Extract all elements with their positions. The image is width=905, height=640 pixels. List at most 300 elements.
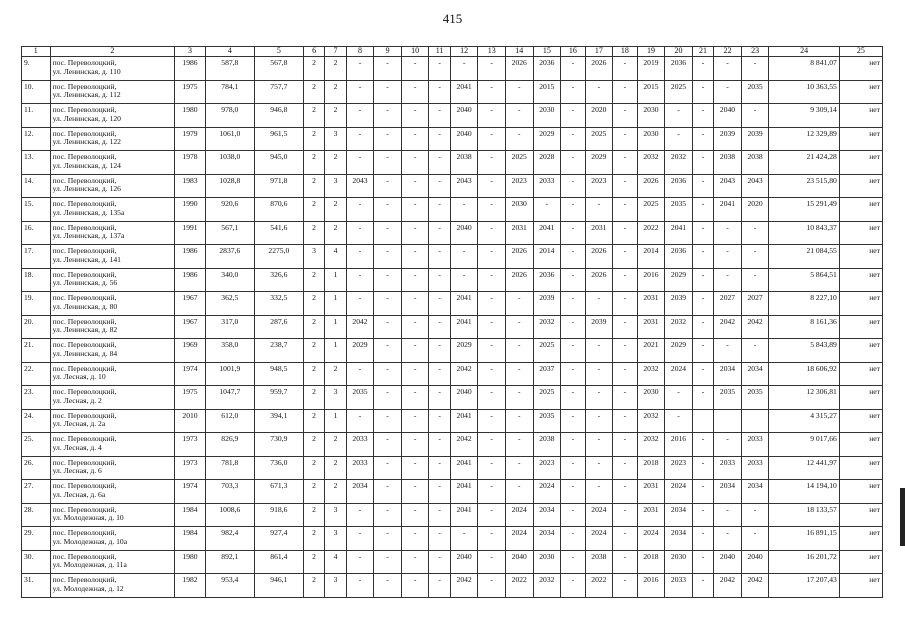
table-row: [22, 386, 883, 410]
cell-col-22: -: [714, 433, 742, 457]
cell-col-7: 1: [325, 268, 346, 292]
cell-col-3: 1974: [175, 362, 206, 386]
cell-col-23: 2033: [741, 433, 769, 457]
cell-col-4: 2837,6: [205, 245, 254, 269]
column-header: 24: [769, 47, 839, 57]
cell-col-13: -: [478, 456, 506, 480]
cell-col-21: -: [692, 245, 713, 269]
cell-col-11: -: [429, 57, 450, 81]
cell-col-13: -: [478, 104, 506, 128]
cell-col-13: -: [478, 151, 506, 175]
cell-col-5: 326,6: [254, 268, 303, 292]
address-line: ул. Ленинская, д. 141: [52, 254, 121, 264]
cell-col-11: -: [429, 221, 450, 245]
cell-col-10: -: [401, 574, 429, 598]
cell-col-4: 1001,9: [205, 362, 254, 386]
cell-col-19: 2016: [637, 574, 665, 598]
table-row: [22, 151, 883, 175]
cell-col-3: 1973: [175, 456, 206, 480]
table-row: [22, 315, 883, 339]
cell-col-16: -: [561, 503, 586, 527]
cell-col-11: -: [429, 503, 450, 527]
cell-col-17: 2031: [585, 221, 613, 245]
cell-col-18: -: [613, 57, 638, 81]
address-cell: [50, 409, 175, 433]
column-header: 4: [205, 47, 254, 57]
cell-col-8: 2042: [346, 315, 374, 339]
cell-col-18: -: [613, 245, 638, 269]
cell-col-5: 736,0: [254, 456, 303, 480]
address-line: пос. Переволоцкий,: [52, 222, 117, 232]
cell-col-20: 2024: [665, 362, 693, 386]
cell-col-8: -: [346, 574, 374, 598]
address-line: ул. Ленинская, д. 84: [52, 348, 118, 358]
cell-col-25: нет: [839, 245, 882, 269]
cell-col-19: 2030: [637, 386, 665, 410]
cell-col-23: 2042: [741, 574, 769, 598]
cell-col-10: -: [401, 527, 429, 551]
column-header: 20: [665, 47, 693, 57]
cell-col-20: 2035: [665, 198, 693, 222]
row-number: 16.: [22, 221, 51, 245]
cell-col-22: 2043: [714, 174, 742, 198]
cell-col-10: -: [401, 245, 429, 269]
address-line: ул. Молодежная, д. 11а: [52, 560, 127, 570]
cell-col-13: -: [478, 386, 506, 410]
cell-col-12: 2040: [450, 221, 478, 245]
cell-col-9: -: [374, 268, 402, 292]
cell-col-10: -: [401, 174, 429, 198]
cell-col-15: 2029: [533, 127, 561, 151]
address-line: ул. Лесная, д. 2: [52, 395, 102, 405]
column-header: 8: [346, 47, 374, 57]
address-line: ул. Молодежная, д. 10: [52, 513, 124, 523]
cell-col-19: 2031: [637, 292, 665, 316]
cell-col-17: -: [585, 292, 613, 316]
cell-col-4: 567,1: [205, 221, 254, 245]
address-cell: [50, 362, 175, 386]
cell-col-9: -: [374, 480, 402, 504]
cell-col-12: 2041: [450, 480, 478, 504]
cell-col-13: -: [478, 503, 506, 527]
cell-col-24: 16 891,15: [769, 527, 839, 551]
cell-col-24: 5 864,51: [769, 268, 839, 292]
table-row: [22, 433, 883, 457]
cell-col-6: 2: [303, 574, 324, 598]
cell-col-23: -: [741, 221, 769, 245]
cell-col-16: -: [561, 527, 586, 551]
cell-col-10: -: [401, 339, 429, 363]
cell-col-5: 861,4: [254, 550, 303, 574]
cell-col-20: 2029: [665, 339, 693, 363]
cell-col-17: -: [585, 433, 613, 457]
cell-col-8: -: [346, 198, 374, 222]
cell-col-24: 18 133,57: [769, 503, 839, 527]
address-line: ул. Ленинская, д. 120: [52, 113, 121, 123]
cell-col-12: 2042: [450, 574, 478, 598]
address-line: ул. Лесная, д. 10: [52, 372, 106, 382]
cell-col-18: -: [613, 550, 638, 574]
cell-col-10: -: [401, 480, 429, 504]
cell-col-22: -: [714, 245, 742, 269]
cell-col-21: -: [692, 433, 713, 457]
cell-col-15: 2028: [533, 151, 561, 175]
address-line: ул. Лесная, д. 4: [52, 442, 102, 452]
cell-col-4: 340,0: [205, 268, 254, 292]
address-line: ул. Ленинская, д. 135а: [52, 207, 125, 217]
cell-col-22: -: [714, 80, 742, 104]
cell-col-25: нет: [839, 550, 882, 574]
cell-col-14: -: [505, 386, 533, 410]
cell-col-10: -: [401, 198, 429, 222]
table-row: [22, 456, 883, 480]
cell-col-18: -: [613, 527, 638, 551]
cell-col-18: -: [613, 174, 638, 198]
cell-col-8: 2033: [346, 456, 374, 480]
address-line: ул. Ленинская, д. 122: [52, 137, 121, 147]
row-number: 27.: [22, 480, 51, 504]
cell-col-10: -: [401, 127, 429, 151]
cell-col-6: 2: [303, 480, 324, 504]
address-cell: [50, 198, 175, 222]
cell-col-12: 2042: [450, 362, 478, 386]
cell-col-14: -: [505, 339, 533, 363]
cell-col-16: -: [561, 57, 586, 81]
cell-col-16: -: [561, 221, 586, 245]
cell-col-8: 2043: [346, 174, 374, 198]
cell-col-3: 1967: [175, 292, 206, 316]
cell-col-17: -: [585, 386, 613, 410]
cell-col-16: -: [561, 174, 586, 198]
cell-col-24: 12 329,89: [769, 127, 839, 151]
cell-col-21: -: [692, 174, 713, 198]
cell-col-11: -: [429, 527, 450, 551]
cell-col-4: 953,4: [205, 574, 254, 598]
table-row: [22, 339, 883, 363]
cell-col-25: нет: [839, 433, 882, 457]
cell-col-20: 2041: [665, 221, 693, 245]
cell-col-14: 2026: [505, 268, 533, 292]
cell-col-17: -: [585, 362, 613, 386]
row-number: 22.: [22, 362, 51, 386]
address-line: пос. Переволоцкий,: [52, 504, 117, 514]
table-row: [22, 503, 883, 527]
column-header: 17: [585, 47, 613, 57]
cell-col-4: 892,1: [205, 550, 254, 574]
cell-col-19: 2026: [637, 174, 665, 198]
cell-col-24: 14 194,10: [769, 480, 839, 504]
cell-col-14: -: [505, 292, 533, 316]
cell-col-7: 1: [325, 315, 346, 339]
table-row: [22, 245, 883, 269]
cell-col-18: -: [613, 104, 638, 128]
cell-col-5: 757,7: [254, 80, 303, 104]
cell-col-18: -: [613, 198, 638, 222]
cell-col-16: -: [561, 127, 586, 151]
cell-col-9: -: [374, 104, 402, 128]
cell-col-18: -: [613, 292, 638, 316]
cell-col-21: -: [692, 104, 713, 128]
cell-col-22: 2042: [714, 315, 742, 339]
cell-col-12: -: [450, 268, 478, 292]
address-line: пос. Переволоцкий,: [52, 293, 117, 302]
cell-col-6: 2: [303, 80, 324, 104]
cell-col-3: 1986: [175, 245, 206, 269]
cell-col-13: -: [478, 550, 506, 574]
address-line: пос. Переволоцкий,: [52, 199, 117, 208]
cell-col-7: 3: [325, 127, 346, 151]
cell-col-9: -: [374, 151, 402, 175]
cell-col-3: 1967: [175, 315, 206, 339]
cell-col-6: 2: [303, 503, 324, 527]
cell-col-17: 2024: [585, 527, 613, 551]
cell-col-17: -: [585, 409, 613, 433]
cell-col-25: нет: [839, 268, 882, 292]
cell-col-22: 2039: [714, 127, 742, 151]
cell-col-8: -: [346, 292, 374, 316]
row-number: 10.: [22, 80, 51, 104]
cell-col-21: [692, 409, 713, 433]
cell-col-21: -: [692, 198, 713, 222]
cell-col-6: 2: [303, 221, 324, 245]
cell-col-20: -: [665, 409, 693, 433]
cell-col-19: 2018: [637, 456, 665, 480]
cell-col-25: нет: [839, 174, 882, 198]
cell-col-17: -: [585, 480, 613, 504]
cell-col-6: 2: [303, 292, 324, 316]
cell-col-25: нет: [839, 503, 882, 527]
row-number: 18.: [22, 268, 51, 292]
cell-col-11: -: [429, 104, 450, 128]
cell-col-25: нет: [839, 104, 882, 128]
cell-col-9: -: [374, 527, 402, 551]
cell-col-7: 2: [325, 104, 346, 128]
cell-col-11: -: [429, 315, 450, 339]
cell-col-15: 2025: [533, 386, 561, 410]
cell-col-3: 1990: [175, 198, 206, 222]
cell-col-20: 2039: [665, 292, 693, 316]
cell-col-5: 332,5: [254, 292, 303, 316]
cell-col-16: -: [561, 104, 586, 128]
cell-col-15: 2030: [533, 550, 561, 574]
cell-col-15: 2024: [533, 480, 561, 504]
cell-col-25: нет: [839, 80, 882, 104]
cell-col-21: -: [692, 480, 713, 504]
cell-col-16: -: [561, 550, 586, 574]
cell-col-20: 2024: [665, 480, 693, 504]
cell-col-22: 2041: [714, 198, 742, 222]
cell-col-25: нет: [839, 221, 882, 245]
cell-col-16: -: [561, 339, 586, 363]
table-row: [22, 221, 883, 245]
cell-col-9: -: [374, 409, 402, 433]
row-number: 21.: [22, 339, 51, 363]
cell-col-25: нет: [839, 339, 882, 363]
cell-col-12: 2041: [450, 80, 478, 104]
cell-col-5: 971,8: [254, 174, 303, 198]
cell-col-7: 2: [325, 221, 346, 245]
cell-col-10: -: [401, 456, 429, 480]
cell-col-15: 2037: [533, 362, 561, 386]
cell-col-16: -: [561, 198, 586, 222]
cell-col-14: -: [505, 409, 533, 433]
cell-col-20: 2034: [665, 527, 693, 551]
cell-col-24: 15 291,49: [769, 198, 839, 222]
cell-col-22: 2035: [714, 386, 742, 410]
column-header: 21: [692, 47, 713, 57]
cell-col-6: 2: [303, 456, 324, 480]
cell-col-13: -: [478, 292, 506, 316]
cell-col-13: -: [478, 221, 506, 245]
row-number: 11.: [22, 104, 51, 128]
cell-col-7: 2: [325, 151, 346, 175]
address-cell: [50, 245, 175, 269]
cell-col-15: 2032: [533, 315, 561, 339]
column-header: 13: [478, 47, 506, 57]
cell-col-10: -: [401, 550, 429, 574]
cell-col-13: -: [478, 315, 506, 339]
cell-col-17: 2025: [585, 127, 613, 151]
cell-col-15: 2033: [533, 174, 561, 198]
cell-col-15: 2015: [533, 80, 561, 104]
address-line: пос. Переволоцкий,: [52, 575, 117, 584]
cell-col-5: 567,8: [254, 57, 303, 81]
cell-col-19: 2031: [637, 315, 665, 339]
address-cell: [50, 339, 175, 363]
cell-col-8: -: [346, 503, 374, 527]
cell-col-15: 2036: [533, 268, 561, 292]
cell-col-23: 2020: [741, 198, 769, 222]
cell-col-14: -: [505, 480, 533, 504]
table-row: [22, 268, 883, 292]
cell-col-15: 2034: [533, 527, 561, 551]
cell-col-9: -: [374, 80, 402, 104]
cell-col-20: 2034: [665, 503, 693, 527]
cell-col-14: -: [505, 433, 533, 457]
column-header: 18: [613, 47, 638, 57]
cell-col-8: -: [346, 80, 374, 104]
cell-col-9: -: [374, 456, 402, 480]
cell-col-25: нет: [839, 315, 882, 339]
cell-col-18: -: [613, 151, 638, 175]
address-line: пос. Переволоцкий,: [52, 551, 117, 561]
cell-col-13: -: [478, 57, 506, 81]
cell-col-11: -: [429, 409, 450, 433]
cell-col-19: 2021: [637, 339, 665, 363]
cell-col-6: 2: [303, 198, 324, 222]
cell-col-9: -: [374, 362, 402, 386]
cell-col-14: 2026: [505, 57, 533, 81]
address-line: пос. Переволоцкий,: [52, 340, 117, 349]
address-line: ул. Ленинская, д. 112: [52, 90, 121, 100]
cell-col-8: -: [346, 127, 374, 151]
cell-col-14: -: [505, 362, 533, 386]
cell-col-25: нет: [839, 480, 882, 504]
cell-col-14: 2024: [505, 527, 533, 551]
cell-col-5: 959,7: [254, 386, 303, 410]
column-header: 2: [50, 47, 175, 57]
cell-col-12: 2040: [450, 386, 478, 410]
cell-col-12: 2040: [450, 550, 478, 574]
address-cell: [50, 574, 175, 598]
cell-col-6: 2: [303, 527, 324, 551]
cell-col-17: 2022: [585, 574, 613, 598]
cell-col-3: 1979: [175, 127, 206, 151]
cell-col-4: 826,9: [205, 433, 254, 457]
cell-col-24: 9 309,14: [769, 104, 839, 128]
cell-col-23: 2039: [741, 127, 769, 151]
table-row: [22, 104, 883, 128]
row-number: 17.: [22, 245, 51, 269]
cell-col-13: -: [478, 80, 506, 104]
column-header: 10: [401, 47, 429, 57]
cell-col-6: 2: [303, 127, 324, 151]
cell-col-20: -: [665, 386, 693, 410]
cell-col-21: -: [692, 127, 713, 151]
table-row: [22, 409, 883, 433]
cell-col-7: 4: [325, 245, 346, 269]
cell-col-23: 2034: [741, 480, 769, 504]
cell-col-9: -: [374, 245, 402, 269]
cell-col-6: 2: [303, 433, 324, 457]
address-line: пос. Переволоцкий,: [52, 528, 117, 537]
cell-col-12: -: [450, 245, 478, 269]
cell-col-16: -: [561, 362, 586, 386]
cell-col-10: -: [401, 104, 429, 128]
cell-col-24: 12 306,81: [769, 386, 839, 410]
cell-col-10: -: [401, 80, 429, 104]
cell-col-22: -: [714, 339, 742, 363]
cell-col-3: 1982: [175, 574, 206, 598]
cell-col-17: 2038: [585, 550, 613, 574]
column-header: 19: [637, 47, 665, 57]
cell-col-9: -: [374, 550, 402, 574]
cell-col-24: 16 201,72: [769, 550, 839, 574]
cell-col-5: 2275,0: [254, 245, 303, 269]
cell-col-3: 1984: [175, 527, 206, 551]
address-cell: [50, 57, 175, 81]
address-line: ул. Ленинская, д. 126: [52, 184, 121, 194]
cell-col-23: -: [741, 57, 769, 81]
cell-col-10: -: [401, 503, 429, 527]
cell-col-8: -: [346, 221, 374, 245]
cell-col-15: 2034: [533, 503, 561, 527]
cell-col-3: 1984: [175, 503, 206, 527]
cell-col-6: 2: [303, 409, 324, 433]
cell-col-10: -: [401, 433, 429, 457]
address-cell: [50, 80, 175, 104]
address-line: пос. Переволоцкий,: [52, 316, 117, 326]
cell-col-3: 1983: [175, 174, 206, 198]
cell-col-18: -: [613, 268, 638, 292]
cell-col-23: 2040: [741, 550, 769, 574]
cell-col-8: -: [346, 409, 374, 433]
cell-col-20: 2032: [665, 315, 693, 339]
cell-col-9: -: [374, 292, 402, 316]
cell-col-22: 2034: [714, 480, 742, 504]
cell-col-23: -: [741, 268, 769, 292]
cell-col-15: 2023: [533, 456, 561, 480]
cell-col-16: -: [561, 574, 586, 598]
cell-col-4: 781,8: [205, 456, 254, 480]
cell-col-4: 784,1: [205, 80, 254, 104]
cell-col-6: 2: [303, 339, 324, 363]
address-cell: [50, 292, 175, 316]
cell-col-14: 2040: [505, 550, 533, 574]
cell-col-8: -: [346, 527, 374, 551]
table-row: [22, 57, 883, 81]
cell-col-23: 2042: [741, 315, 769, 339]
